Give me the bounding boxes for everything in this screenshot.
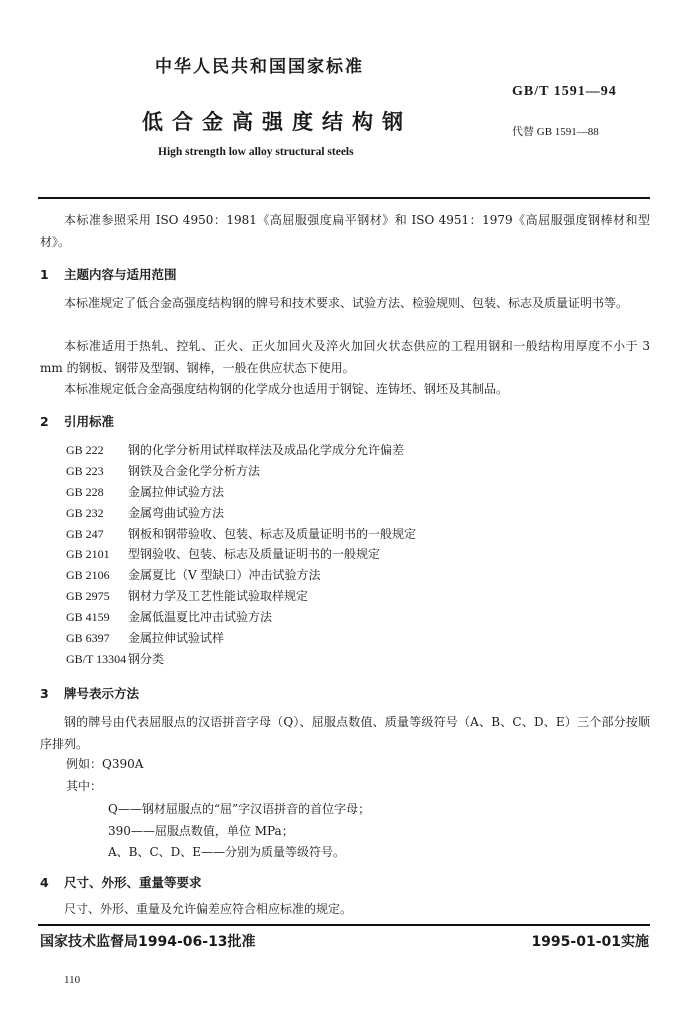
reference-title: 金属弯曲试验方法 — [128, 505, 225, 520]
section-title: 牌号表示方法 — [64, 686, 140, 701]
reference-code: GB 2106 — [66, 568, 110, 583]
reference-title: 金属拉伸试验试样 — [128, 631, 225, 646]
section-4-paragraph: 尺寸、外形、重量及允许偏差应符合相应标准的规定。 — [64, 902, 353, 916]
national-standard-heading: 中华人民共和国国家标准 — [155, 57, 364, 77]
list-item — [66, 461, 416, 482]
document-title-cn: 低合金高强度结构钢 — [142, 110, 412, 134]
reference-title: 钢分类 — [128, 651, 165, 666]
list-item — [66, 482, 416, 503]
section-number: 3 — [40, 686, 49, 701]
naming-example: 例如：Q390A — [66, 757, 144, 771]
list-item — [66, 440, 416, 461]
list-item — [66, 607, 416, 628]
section-3-paragraph: 钢的牌号由代表屈服点的汉语拼音字母（Q）、屈服点数值、质量等级符号（A、B、C、D、E）三个部分按顺序排列。 — [40, 715, 650, 751]
reference-code: GB 232 — [66, 505, 104, 520]
reference-code: GB 228 — [66, 484, 104, 499]
section-1-paragraph-1: 本标准规定了低合金高强度结构钢的牌号和技术要求、试验方法、检验规则、包装、标志及质量证明书等。 — [64, 296, 629, 310]
reference-list — [66, 440, 416, 670]
list-item — [66, 544, 416, 565]
document-title-en: High strength low alloy structural steels — [158, 146, 354, 158]
replaces-code: 代替 GB 1591—88 — [512, 126, 599, 138]
header-rule — [38, 197, 650, 199]
reference-title: 钢材力学及工艺性能试验取样规定 — [128, 589, 309, 604]
reference-code: GB 222 — [66, 443, 104, 457]
reference-code: GB 4159 — [66, 610, 110, 625]
reference-title: 金属低温夏比冲击试验方法 — [128, 610, 273, 625]
approval-date: 国家技术监督局1994-06-13批准 — [40, 934, 256, 950]
list-item — [66, 565, 416, 586]
list-item — [66, 649, 416, 670]
reference-code: GB 6397 — [66, 631, 110, 646]
footer-rule — [38, 924, 650, 926]
reference-code: GB 2975 — [66, 589, 110, 604]
list-item — [66, 586, 416, 607]
section-title: 引用标准 — [64, 414, 115, 429]
section-1-paragraph-2: 本标准适用于热轧、控轧、正火、正火加回火及淬火加回火状态供应的工程用钢和一般结构用厚度不小于 3 mm 的钢板、钢带及型钢、钢棒，一般在供应状态下使用。 — [40, 339, 650, 375]
reference-title: 钢板和钢带验收、包装、标志及质量证明书的一般规定 — [128, 526, 417, 541]
page-number: 110 — [64, 974, 81, 986]
where-label: 其中： — [66, 779, 103, 793]
reference-code: GB 2101 — [66, 547, 110, 562]
reference-title: 金属拉伸试验方法 — [128, 484, 225, 499]
section-1-heading — [40, 265, 177, 283]
list-item — [66, 503, 416, 524]
section-title: 主题内容与适用范围 — [64, 267, 177, 282]
section-2-heading — [40, 412, 114, 430]
list-item — [66, 524, 416, 545]
reference-title: 金属夏比（V 型缺口）冲击试验方法 — [128, 568, 321, 583]
intro-paragraph: 本标准参照采用 ISO 4950：1981《高屈服强度扁平钢材》和 ISO 4951：1979《高屈服强度钢棒材和型材》。 — [40, 213, 650, 249]
reference-title: 钢铁及合金化学分析方法 — [128, 463, 261, 478]
section-number: 1 — [40, 267, 49, 282]
definition-item: A、B、C、D、E——分别为质量等级符号。 — [108, 845, 346, 859]
section-number: 2 — [40, 414, 49, 429]
section-3-heading — [40, 684, 139, 702]
list-item — [66, 628, 416, 649]
reference-title: 型钢验收、包装、标志及质量证明书的一般规定 — [128, 547, 381, 562]
definition-item: 390——屈服点数值，单位 MPa； — [108, 824, 294, 838]
implementation-date: 1995-01-01实施 — [531, 934, 649, 950]
section-number: 4 — [40, 875, 49, 890]
reference-code: GB 247 — [66, 526, 104, 541]
section-title: 尺寸、外形、重量等要求 — [64, 875, 202, 890]
reference-code: GB/T 13304 — [66, 651, 127, 666]
section-4-heading — [40, 873, 202, 891]
reference-title: 钢的化学分析用试样取样法及成品化学成分允许偏差 — [128, 443, 405, 457]
standard-code: GB/T 1591—94 — [512, 84, 617, 99]
reference-code: GB 223 — [66, 463, 104, 478]
definition-item: Q——钢材屈服点的“屈”字汉语拼音的首位字母； — [108, 802, 371, 816]
section-1-paragraph-3: 本标准规定低合金高强度结构钢的化学成分也适用于钢锭、连铸坯、钢坯及其制品。 — [64, 382, 509, 396]
